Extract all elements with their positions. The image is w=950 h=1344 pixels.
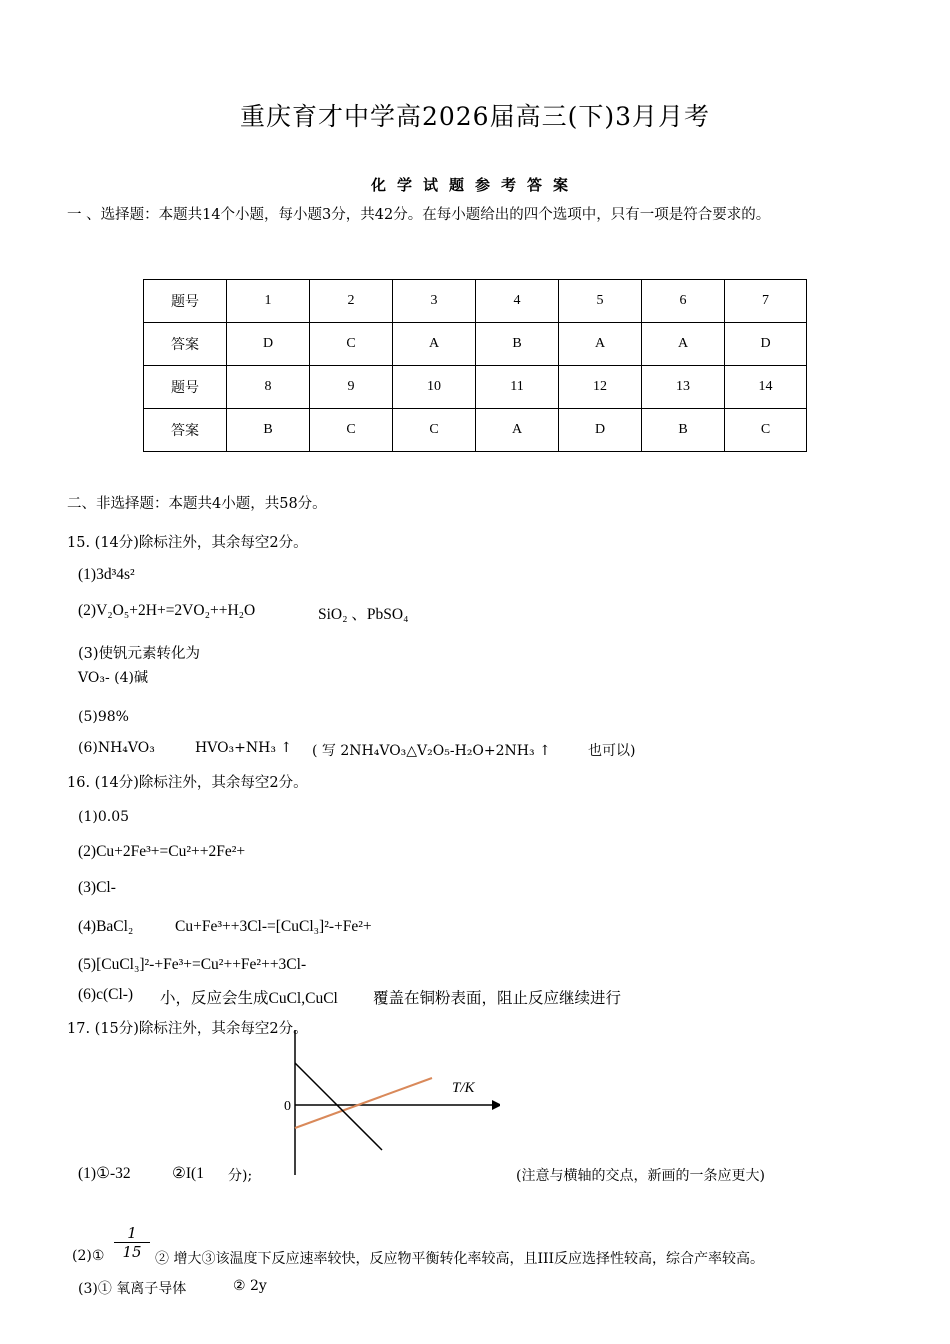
q17-answer-3-a: (3)① 氧离子导体: [78, 1281, 187, 1297]
table-cell: 7: [725, 280, 807, 323]
table-cell: 14: [725, 366, 807, 409]
q16-answer-3: (3)Cl-: [78, 879, 116, 896]
table-cell: D: [725, 323, 807, 366]
answer-table: [143, 279, 807, 452]
q15-answer-1: (1)3d³4s²: [78, 566, 135, 583]
q15-answer-3: (3)使钒元素转化为: [78, 646, 201, 662]
table-cell: D: [227, 323, 310, 366]
graph-x-label: T/K: [452, 1080, 475, 1096]
graph-origin-label: 0: [284, 1099, 291, 1114]
section1-heading: 一 、选择题：本题共14个小题，每小题3分，共42分。在每小题给出的四个选项中，只有一项是符合要求的。: [67, 207, 771, 223]
table-cell: D: [559, 409, 642, 452]
q15-answer-3-4: VO₃- (4)碱: [78, 670, 148, 686]
table-cell: B: [642, 409, 725, 452]
q15-answer-6-b: HVO₃+NH₃ ↑: [195, 740, 293, 756]
q17-answer-2-fraction: [114, 1224, 150, 1261]
table-cell: C: [393, 409, 476, 452]
q16-answer-2: (2)Cu+2Fe³+=Cu²++2Fe²+: [78, 843, 246, 860]
q17-answer-1-a: (1)①-32: [78, 1165, 131, 1182]
table-cell: 11: [476, 366, 559, 409]
table-cell: 5: [559, 280, 642, 323]
table-cell: 8: [227, 366, 310, 409]
q15-answer-6-d: 也可以): [588, 743, 636, 759]
graph-x-arrow: [492, 1100, 500, 1110]
q15-answer-2-equation: (2)V₂O₅+2H+=2VO₂++H₂O: [78, 602, 256, 619]
q16-answer-4-a: (4)BaCl₂: [78, 918, 134, 935]
table-cell: 2: [310, 280, 393, 323]
table-cell: C: [310, 323, 393, 366]
table-cell: A: [642, 323, 725, 366]
table-row: [144, 280, 807, 323]
page-title: 重庆育才中学高2026届高三(下)3月月考: [239, 102, 711, 131]
q17-answer-1-b: ②I(1: [172, 1165, 204, 1182]
table-cell: A: [393, 323, 476, 366]
q16-answer-5: (5)[CuCl₃]²-+Fe³+=Cu²++Fe²++3Cl-: [78, 956, 307, 973]
q17-answer-1-note: (注意与横轴的交点，新画的一条应更大): [516, 1168, 765, 1184]
q16-answer-1: (1)0.05: [78, 809, 130, 825]
q17-answer-2-text: ② 增大③该温度下反应速率较快，反应物平衡转化率较高，且III反应选择性较高，综合产率较高。: [155, 1251, 765, 1267]
table-cell: 4: [476, 280, 559, 323]
table-row: [144, 409, 807, 452]
table-cell: C: [725, 409, 807, 452]
page-subtitle: 化学试题参考答案: [370, 176, 579, 194]
table-row-label: 题号: [144, 280, 227, 323]
table-cell: 12: [559, 366, 642, 409]
energy-temperature-graph: [270, 1030, 500, 1180]
q17-answer-2-prefix: (2)①: [72, 1248, 105, 1264]
table-row: [144, 366, 807, 409]
table-row: [144, 323, 807, 366]
table-cell: B: [476, 323, 559, 366]
graph-line-original: [295, 1063, 382, 1150]
table-cell: 10: [393, 366, 476, 409]
table-cell: 6: [642, 280, 725, 323]
q16-answer-6-b: 小，反应会生成CuCl,CuCl: [160, 990, 338, 1007]
table-cell: A: [476, 409, 559, 452]
graph-line-new: [295, 1078, 432, 1128]
table-cell: 3: [393, 280, 476, 323]
table-row-label: 答案: [144, 409, 227, 452]
q15-answer-6-c: ( 写 2NH₄VO₃△V₂O₅-H₂O+2NH₃ ↑: [312, 743, 551, 759]
fraction-denominator: 15: [114, 1242, 150, 1261]
q15-header: 15. (14分)除标注外，其余每空2分。: [67, 535, 308, 551]
fraction-numerator: 1: [127, 1224, 137, 1242]
q16-answer-4-b: Cu+Fe³++3Cl-=[CuCl₃]²-+Fe²+: [175, 918, 372, 935]
q15-answer-2-residue: SiO₂ 、PbSO₄: [318, 606, 409, 623]
q17-answer-3-b: ② 2y: [233, 1278, 267, 1294]
q15-answer-5: (5)98%: [78, 709, 129, 725]
table-cell: 13: [642, 366, 725, 409]
table-row-label: 答案: [144, 323, 227, 366]
q15-answer-6-a: (6)NH₄VO₃: [78, 740, 155, 756]
table-row-label: 题号: [144, 366, 227, 409]
q16-header: 16. (14分)除标注外，其余每空2分。: [67, 775, 308, 791]
section2-heading: 二、非选择题：本题共4小题，共58分。: [67, 496, 327, 512]
table-cell: C: [310, 409, 393, 452]
table-cell: B: [227, 409, 310, 452]
table-cell: 9: [310, 366, 393, 409]
table-cell: 1: [227, 280, 310, 323]
q16-answer-6-c: 覆盖在铜粉表面，阻止反应继续进行: [373, 990, 622, 1007]
table-cell: A: [559, 323, 642, 366]
q17-answer-1-c: 分);: [228, 1168, 253, 1184]
q17-header: 17. (15分)除标注外，其余每空2分。: [67, 1021, 308, 1037]
q16-answer-6-a: (6)c(Cl-): [78, 986, 134, 1003]
